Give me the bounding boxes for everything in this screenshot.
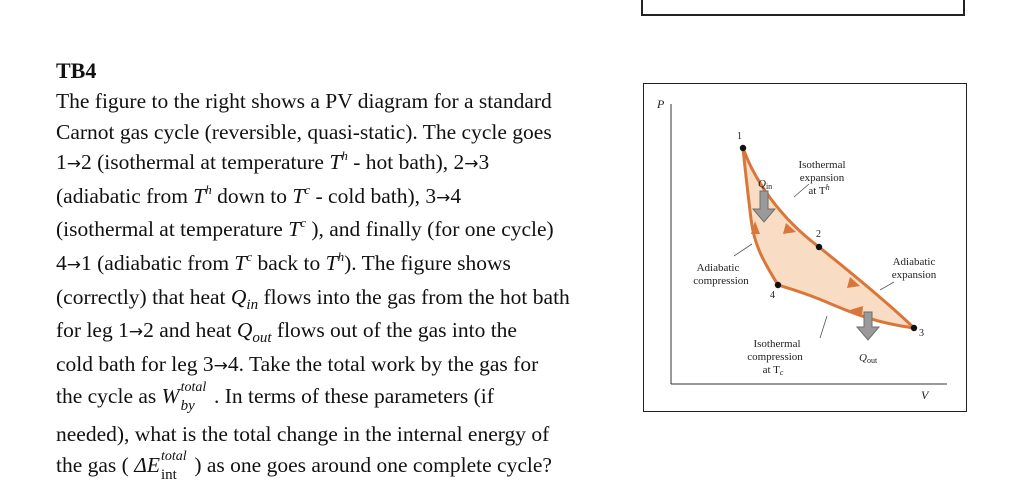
text-line-10: the cycle as W total by . In terms of these parameters (if bbox=[56, 380, 494, 415]
text-line-9: cold bath for leg 3→4. Take the total work by the gas for bbox=[56, 351, 539, 376]
problem-statement bbox=[56, 58, 626, 483]
text-line-3: 1→2 (isothermal at temperature $T^h$ - hot bath), 2→3 bbox=[56, 148, 490, 175]
state-label-1: 1 bbox=[737, 131, 742, 142]
leader-isothermal-compression bbox=[820, 316, 827, 338]
svg-text:expansion: expansion bbox=[799, 172, 845, 184]
label-isothermal-compression bbox=[747, 338, 803, 377]
q-in-label: Qin bbox=[758, 178, 773, 191]
text-line-6: 4→1 (adiabatic from $T^c$ back to $T^h$). The figure shows bbox=[56, 248, 511, 275]
state-point-4 bbox=[775, 282, 781, 288]
state-label-4: 4 bbox=[770, 290, 775, 301]
pv-diagram-svg bbox=[644, 84, 968, 413]
state-label-3: 3 bbox=[919, 328, 924, 339]
state-point-3 bbox=[911, 325, 917, 331]
state-label-2: 2 bbox=[816, 229, 821, 240]
svg-text:expansion: expansion bbox=[891, 269, 937, 281]
label-isothermal-expansion bbox=[798, 159, 845, 197]
label-adiabatic-compression bbox=[693, 262, 749, 287]
svg-text:Isothermal: Isothermal bbox=[798, 159, 846, 171]
text-line-7: (correctly) that heat $Q_{in}$ flows into the gas from the hot bath bbox=[56, 284, 570, 313]
leader-isothermal-expansion bbox=[794, 184, 809, 197]
state-point-1 bbox=[740, 145, 746, 151]
text-line-12: the gas ( ΔE total int ) as one goes around one complete cycle? bbox=[56, 448, 552, 483]
problem-id: TB4 bbox=[56, 58, 97, 83]
svg-text:compression: compression bbox=[693, 275, 749, 287]
state-point-2 bbox=[816, 244, 822, 250]
text-line-8: for leg 1→2 and heat $Q_{out}$ flows out of the gas into the bbox=[56, 318, 517, 347]
svg-text:at Tc: at Tc bbox=[762, 364, 784, 377]
svg-text:at Th: at $T^h$ bbox=[808, 183, 830, 197]
svg-text:Isothermal: Isothermal bbox=[753, 338, 801, 350]
label-adiabatic-expansion bbox=[892, 256, 937, 281]
v-axis-label: V bbox=[921, 388, 929, 402]
text-line-1: The figure to the right shows a PV diagram for a standard bbox=[56, 89, 552, 113]
svg-text:compression: compression bbox=[747, 351, 803, 363]
q-out-label: Qout bbox=[859, 352, 878, 365]
text-line-2: Carnot gas cycle (reversible, quasi-static). The cycle goes bbox=[56, 119, 552, 144]
svg-text:Adiabatic: Adiabatic bbox=[696, 262, 740, 274]
leader-adiabatic-expansion bbox=[880, 282, 894, 290]
leader-adiabatic-compression bbox=[734, 244, 752, 256]
previous-figure-frame bbox=[641, 0, 965, 16]
text-line-5: (isothermal at temperature $T^c$ ), and finally (for one cycle) bbox=[56, 215, 554, 242]
text-line-4: (adiabatic from $T^h$ down to $T^c$ - cold bath), 3→4 bbox=[56, 181, 462, 208]
text-line-11: needed), what is the total change in the internal energy of bbox=[56, 421, 550, 446]
p-axis-label: P bbox=[657, 97, 665, 111]
pv-diagram-figure bbox=[643, 83, 967, 412]
svg-text:Adiabatic: Adiabatic bbox=[892, 256, 936, 268]
